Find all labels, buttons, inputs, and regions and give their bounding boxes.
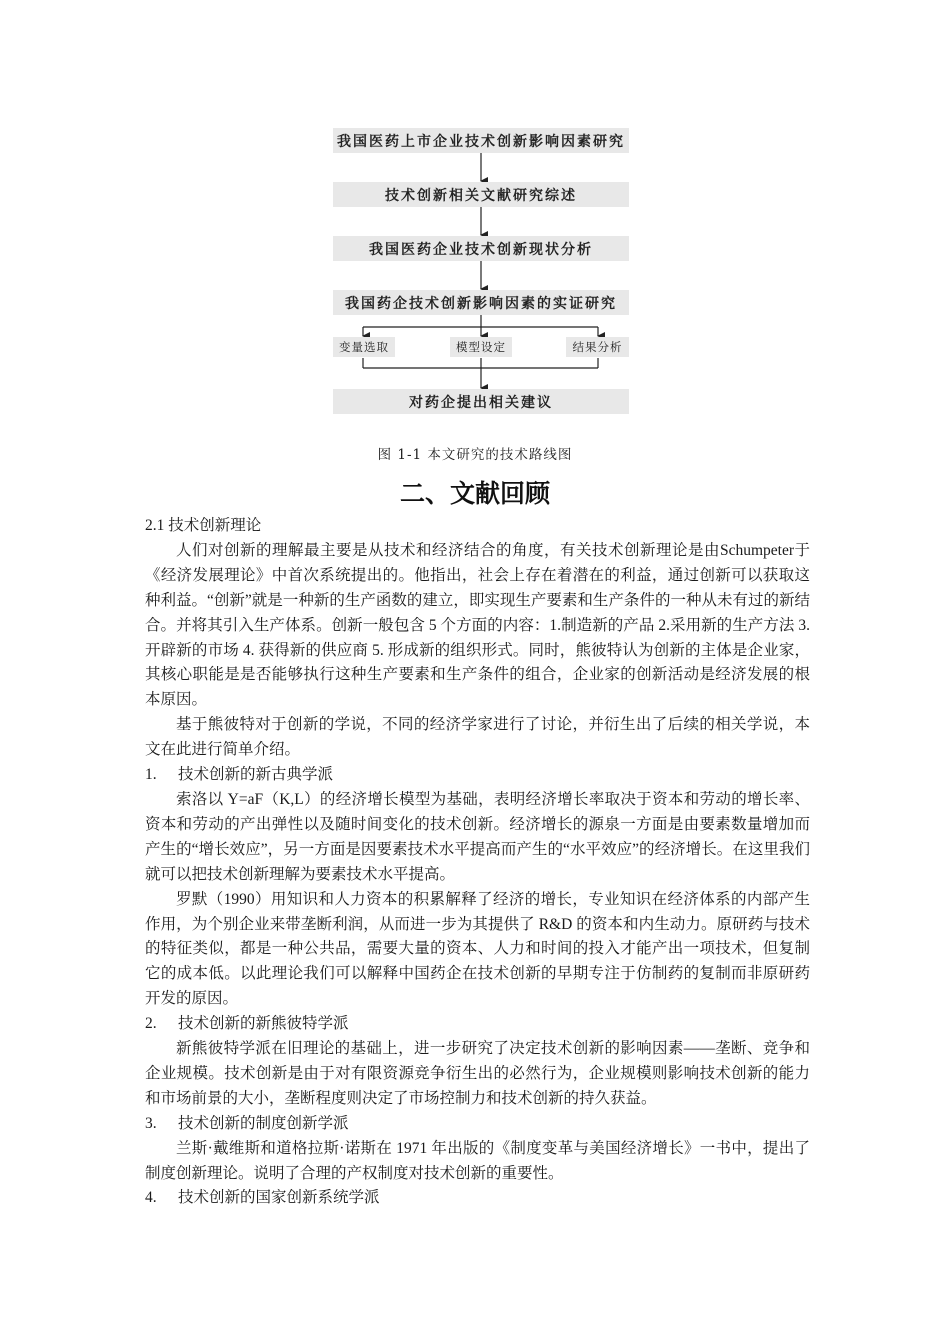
flow-step-research-topic: 我国医药上市企业技术创新影响因素研究 — [333, 128, 629, 153]
numbered-heading — [145, 763, 810, 788]
list-heading-text: 技术创新的制度创新学派 — [178, 1114, 349, 1132]
list-number: 4. — [145, 1189, 157, 1207]
list-number: 3. — [145, 1114, 157, 1132]
paragraph: 罗默（1990）用知识和人力资本的积累解释了经济的增长，专业知识在经济体系的内部产生作用，为个别企业来带垄断利润，从而进一步为其提供了 R&D 的资本和内生动力。原研药与技术的特征类似，都是一种公共品，需要大量的资本、人力和时间的投入才能产出一项技术，但复制它的成本低。以此理论我们可以解释中国药企在技术创新的早期专注于仿制药的复制而非原研药开发的原因。 — [145, 890, 810, 1008]
numbered-heading — [145, 1186, 810, 1211]
flow-step-literature-review: 技术创新相关文献研究综述 — [333, 182, 629, 207]
figure-caption: 图 1-1 本文研究的技术路线图 — [377, 447, 573, 463]
flow-sub-variable-selection: 变量选取 — [333, 337, 395, 357]
numbered-heading — [145, 1112, 810, 1137]
flow-step-empirical-study: 我国药企技术创新影响因素的实证研究 — [333, 290, 629, 315]
flow-step-status-analysis: 我国医药企业技术创新现状分析 — [333, 236, 629, 261]
paragraph: 新熊彼特学派在旧理论的基础上，进一步研究了决定技术创新的影响因素——垄断、竞争和企业规模。技术创新是由于对有限资源竞争衍生出的必然行为，企业规模则影响技术创新的能力和市场前景的大小，垄断程度则决定了市场控制力和技术创新的持久获益。 — [145, 1040, 810, 1107]
paragraph: 人们对创新的理解最主要是从技术和经济结合的角度，有关技术创新理论是由Schumpeter于《经济发展理论》中首次系统提出的。他指出，社会上存在着潜在的利益，通过创新可以获取这种利益。“创新”就是一种新的生产函数的建立，即实现生产要素和生产条件的一种从未有过的新结合。并将其引入生产体系。创新一般包含 5 个方面的内容：1.制造新的产品 2.采用新的生产方法 3.开辟新的市场 4. 获得新的供应商 5. 形成新的组织形式。同时，熊彼特认为创新的主体是企业家，其核心职能是是否能够执行这种生产要素和生产条件的组合，企业家的创新活动是经济发展的根本原因。 — [145, 541, 810, 709]
list-heading-text: 技术创新的国家创新系统学派 — [178, 1189, 380, 1207]
list-heading-text: 技术创新的新熊彼特学派 — [178, 1015, 349, 1033]
numbered-heading — [145, 1012, 810, 1037]
list-number: 1. — [145, 766, 157, 784]
literature-review-body — [145, 514, 810, 1211]
technical-roadmap-flowchart — [0, 0, 950, 470]
paragraph: 索洛以 Y=aF（K,L）的经济增长模型为基础，表明经济增长率取决于资本和劳动的增长率、资本和劳动的产出弹性以及随时间变化的技术创新。经济增长的源泉一方面是由要素数量增加而产生的“增长效应”，另一方面是因要素技术水平提高而产生的“水平效应”的经济增长。在这里我们就可以把技术创新理解为要素技术水平提高。 — [145, 790, 810, 883]
section-title: 2.1 技术创新理论 — [145, 517, 262, 534]
flow-sub-model-setting: 模型设定 — [450, 337, 512, 357]
list-number: 2. — [145, 1015, 157, 1033]
paragraph: 基于熊彼特对于创新的学说，不同的经济学家进行了讨论，并衍生出了后续的相关学说，本文在此进行简单介绍。 — [145, 716, 810, 759]
flow-step-suggestions: 对药企提出相关建议 — [333, 389, 629, 414]
flow-sub-result-analysis: 结果分析 — [566, 337, 629, 357]
chapter-heading: 二、文献回顾 — [399, 479, 550, 508]
list-heading-text: 技术创新的新古典学派 — [178, 766, 334, 784]
paragraph: 兰斯·戴维斯和道格拉斯·诺斯在 1971 年出版的《制度变革与美国经济增长》一书中，提出了制度创新理论。说明了合理的产权制度对技术创新的重要性。 — [145, 1139, 810, 1182]
